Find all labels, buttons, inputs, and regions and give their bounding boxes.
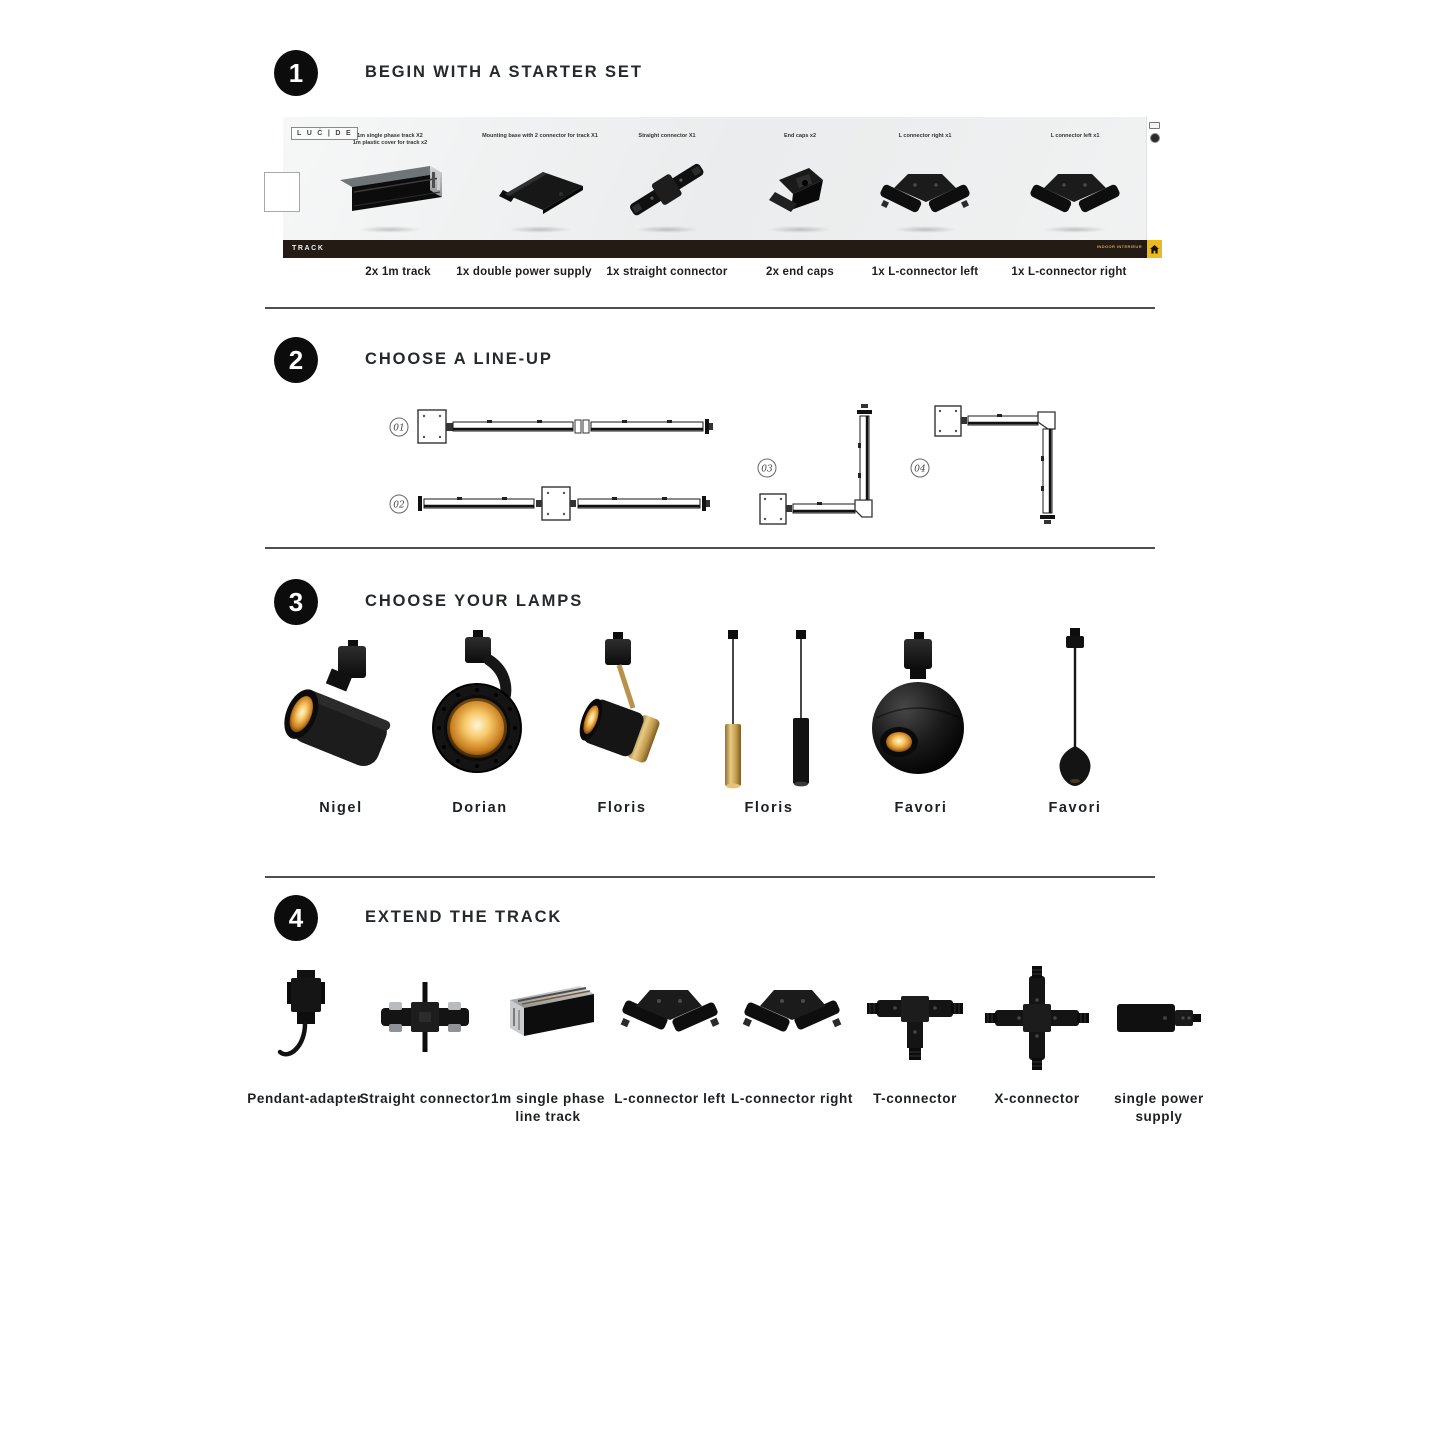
banner-right-strip [1146,117,1162,240]
caption-double-power-supply: 1x double power supply [456,266,592,278]
track-category-bar [283,240,1162,258]
step-3-badge [274,579,318,625]
bulb-icon [1150,133,1160,143]
lamp-name: Favori [1048,800,1102,816]
product-shadow [768,226,832,233]
x-connector-icon [977,966,1097,1074]
lamp-item-floris-spot [547,628,697,816]
step-3-number: 3 [288,586,304,617]
extend-item-x-connector [971,966,1103,1108]
lineup-label: 02 [393,500,405,511]
lamp-item-dorian [405,628,555,816]
l-connector-right-icon [850,150,1000,224]
banner-product-label: 1m single phase track X2 1m plastic cover for track x2 [352,133,428,146]
lamp-item-favori-spot [846,628,996,816]
lineup-label: 03 [761,464,773,475]
extend-item-line-track [482,966,614,1126]
straight-connector-icon [592,150,742,224]
caption-track: 2x 1m track [365,266,431,278]
caption-l-connector-right: 1x L-connector right [1011,266,1127,278]
single-power-supply-icon [1099,966,1219,1074]
brand-logo: L U Ċ | D E [291,127,358,140]
l-connector-left-icon [1000,150,1150,224]
indoor-note: INDOOR INTERIEUR [1096,244,1142,249]
lamp-item-nigel [266,628,416,816]
lamp-name: Floris [597,800,647,816]
extend-item-t-connector [849,966,981,1108]
banner-product-l-connector-left [1000,133,1150,245]
floris-spot-icon [547,628,697,796]
starter-set-banner [283,117,1162,258]
extend-item-name: L-connector left [614,1091,726,1106]
ip-rating-badge-icon [1149,122,1160,129]
t-connector-icon [855,966,975,1074]
step-1-number: 1 [288,57,304,88]
lineup-diagram-03 [752,398,902,533]
l-connector-left-icon [610,966,730,1074]
section-divider [265,547,1155,549]
step-4-number: 4 [288,902,304,933]
extend-item-l-connector-left [604,966,736,1108]
lamp-name: Nigel [319,800,363,816]
product-shadow [508,226,572,233]
lamp-item-floris-pendant [694,628,844,816]
banner-product-label: End caps x2 [783,133,817,139]
lamp-name: Favori [894,800,948,816]
lamp-name: Floris [744,800,794,816]
step-3-title: CHOOSE YOUR LAMPS [365,592,584,610]
banner-product-track [315,133,465,245]
product-shadow [358,226,422,233]
step-1-badge [274,50,318,96]
extend-item-name: single power supply [1114,1091,1204,1124]
lamp-item-favori-pendant [1000,628,1150,816]
step-2-title: CHOOSE A LINE-UP [365,350,553,368]
extend-item-single-power-supply [1093,966,1225,1126]
banner-product-straight-connector [592,133,742,245]
section-divider [265,307,1155,309]
caption-end-caps: 2x end caps [765,266,835,278]
favori-spot-icon [846,628,996,796]
step-4-badge [274,895,318,941]
step-1-title: BEGIN WITH A STARTER SET [365,63,643,81]
section-divider [265,876,1155,878]
product-shadow [635,226,699,233]
home-icon [1147,240,1162,258]
pendant-adapter-icon [245,966,365,1074]
step-4-title: EXTEND THE TRACK [365,908,563,926]
step-2-badge [274,337,318,383]
line-track-icon [488,966,608,1074]
l-connector-right-icon [732,966,852,1074]
step-2-number: 2 [288,344,304,375]
banner-product-l-connector-right [850,133,1000,245]
lineup-diagram-01 [382,404,732,452]
banner-product-label: L connector left x1 [1050,133,1100,139]
nigel-spot-icon [266,628,416,796]
extend-item-pendant-adapter [239,966,371,1108]
extend-item-name: Pendant-adapter [247,1091,363,1106]
lineup-label: 04 [914,464,926,475]
floris-pendant-icon [694,628,844,796]
product-shadow [1043,226,1107,233]
banner-product-label: L connector right x1 [898,133,952,139]
caption-straight-connector: 1x straight connector [606,266,728,278]
extend-item-name: 1m single phase line track [490,1091,606,1124]
lamp-name: Dorian [452,800,508,816]
lineup-diagram-04 [905,398,1080,533]
extend-item-name: T-connector [873,1091,957,1106]
lineup-diagram-02 [382,481,732,529]
straight-connector-icon [365,966,485,1074]
banner-side-box [264,172,300,212]
banner-product-label: Straight connector X1 [638,133,696,139]
extend-item-straight-connector [359,966,491,1108]
extend-item-name: L-connector right [731,1091,853,1106]
extend-item-name: X-connector [994,1091,1080,1106]
extend-item-l-connector-right [726,966,858,1108]
product-shadow [893,226,957,233]
extend-item-name: Straight connector [359,1091,491,1106]
favori-pendant-icon [1000,628,1150,796]
banner-product-label: Mounting base with 2 connector for track X1 [482,133,598,139]
caption-l-connector-left: 1x L-connector left [871,266,979,278]
track-bar-label: TRACK [292,245,325,252]
dorian-spot-icon [405,628,555,796]
lineup-label: 01 [393,423,405,434]
track-profile-icon [315,150,465,224]
